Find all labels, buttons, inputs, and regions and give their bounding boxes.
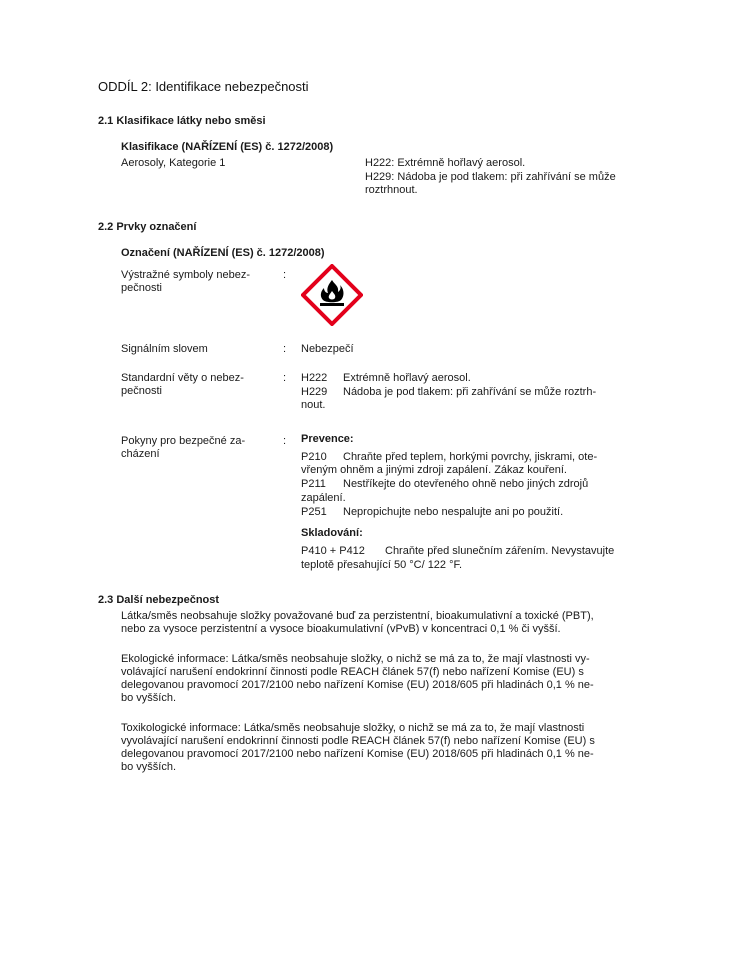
p210-text: Chraňte před teplem, horkými povrchy, jiskrami, ote- bbox=[343, 451, 598, 463]
prevention-title: Prevence: bbox=[301, 433, 354, 445]
storage-title: Skladování: bbox=[301, 527, 363, 539]
h222-text: Extrémně hořlavý aerosol. bbox=[343, 372, 471, 384]
precautionary-colon: : bbox=[283, 435, 287, 447]
ecological-paragraph: Ekologické informace: Látka/směs neobsahuje složky, o nichž se má za to, že mají vlastnosti vy- volávající narušení endokrinní činnosti podle REACH článek 57(f) nebo nařízení Komise (EU) s delegovanou pravomocí 2017/2100 nebo nařízení Komise (EU) 2018/605 při hladinách 0,1 % ne- bo vyšších. bbox=[121, 653, 594, 704]
labelling-subheading: Označení (NAŘÍZENÍ (ES) č. 1272/2008) bbox=[121, 247, 325, 259]
p211-text: Nestříkejte do otevřeného ohně nebo jiných zdrojů bbox=[343, 478, 589, 490]
p211-text-cont: zapálení. bbox=[301, 492, 346, 504]
hazard-statements-colon: : bbox=[283, 372, 287, 384]
signal-word-value: Nebezpečí bbox=[301, 343, 354, 355]
p410-text-cont: teplotě přesahující 50 °C/ 122 °F. bbox=[301, 559, 463, 571]
pbt-paragraph: Látka/směs neobsahuje složky považované buď za perzistentní, bioakumulativní a toxické (PBT), nebo za vysoce perzistentní a vysoce bioakumulativní (vPvB) v koncentraci 0,1 % či vyšší. bbox=[121, 610, 594, 635]
hazard-statements-label: Standardní věty o nebez- pečnosti bbox=[121, 372, 244, 397]
p210-code: P210 bbox=[301, 451, 327, 463]
p210-text-cont: vřeným ohněm a jinými zdroji zapálení. Zákaz kouření. bbox=[301, 464, 567, 476]
symbols-label: Výstražné symboly nebez- pečnosti bbox=[121, 269, 250, 294]
toxicological-paragraph: Toxikologické informace: Látka/směs neobsahuje složky, o nichž se má za to, že mají vlastnosti vyvolávající narušení endokrinní činnosti podle REACH článek 57(f) nebo nařízení Komise (EU) s delegovanou pravomocí 2017/2100 nebo nařízení Komise (EU) 2018/605 při hladinách 0,1 % ne- bo vyšších. bbox=[121, 722, 595, 773]
classification-subheading: Klasifikace (NAŘÍZENÍ (ES) č. 1272/2008) bbox=[121, 141, 334, 153]
classification-h229-line2: roztrhnout. bbox=[365, 184, 418, 196]
p410-code: P410 + P412 bbox=[301, 545, 365, 557]
heading-2-2: 2.2 Prvky označení bbox=[98, 221, 197, 233]
flame-ghs02-icon bbox=[301, 264, 363, 326]
signal-word-colon: : bbox=[283, 343, 287, 355]
section-title: ODDÍL 2: Identifikace nebezpečnosti bbox=[98, 79, 309, 94]
h229-text-cont: nout. bbox=[301, 399, 326, 411]
h229-code: H229 bbox=[301, 386, 328, 398]
classification-h229-line1: H229: Nádoba je pod tlakem: při zahřívání se může bbox=[365, 171, 616, 183]
classification-h222: H222: Extrémně hořlavý aerosol. bbox=[365, 157, 526, 169]
classification-name: Aerosoly, Kategorie 1 bbox=[121, 157, 226, 169]
signal-word-label: Signálním slovem bbox=[121, 343, 208, 355]
heading-2-1: 2.1 Klasifikace látky nebo směsi bbox=[98, 115, 266, 127]
precautionary-label: Pokyny pro bezpečné za- cházení bbox=[121, 435, 246, 460]
h222-code: H222 bbox=[301, 372, 328, 384]
h229-text: Nádoba je pod tlakem: při zahřívání se může roztrh- bbox=[343, 386, 597, 398]
p251-code: P251 bbox=[301, 506, 327, 518]
p251-text: Nepropichujte nebo nespalujte ani po použití. bbox=[343, 506, 564, 518]
p410-text: Chraňte před slunečním zářením. Nevystavujte bbox=[385, 545, 615, 557]
heading-2-3: 2.3 Další nebezpečnost bbox=[98, 594, 220, 606]
p211-code: P211 bbox=[301, 478, 326, 490]
symbols-colon: : bbox=[283, 269, 287, 281]
